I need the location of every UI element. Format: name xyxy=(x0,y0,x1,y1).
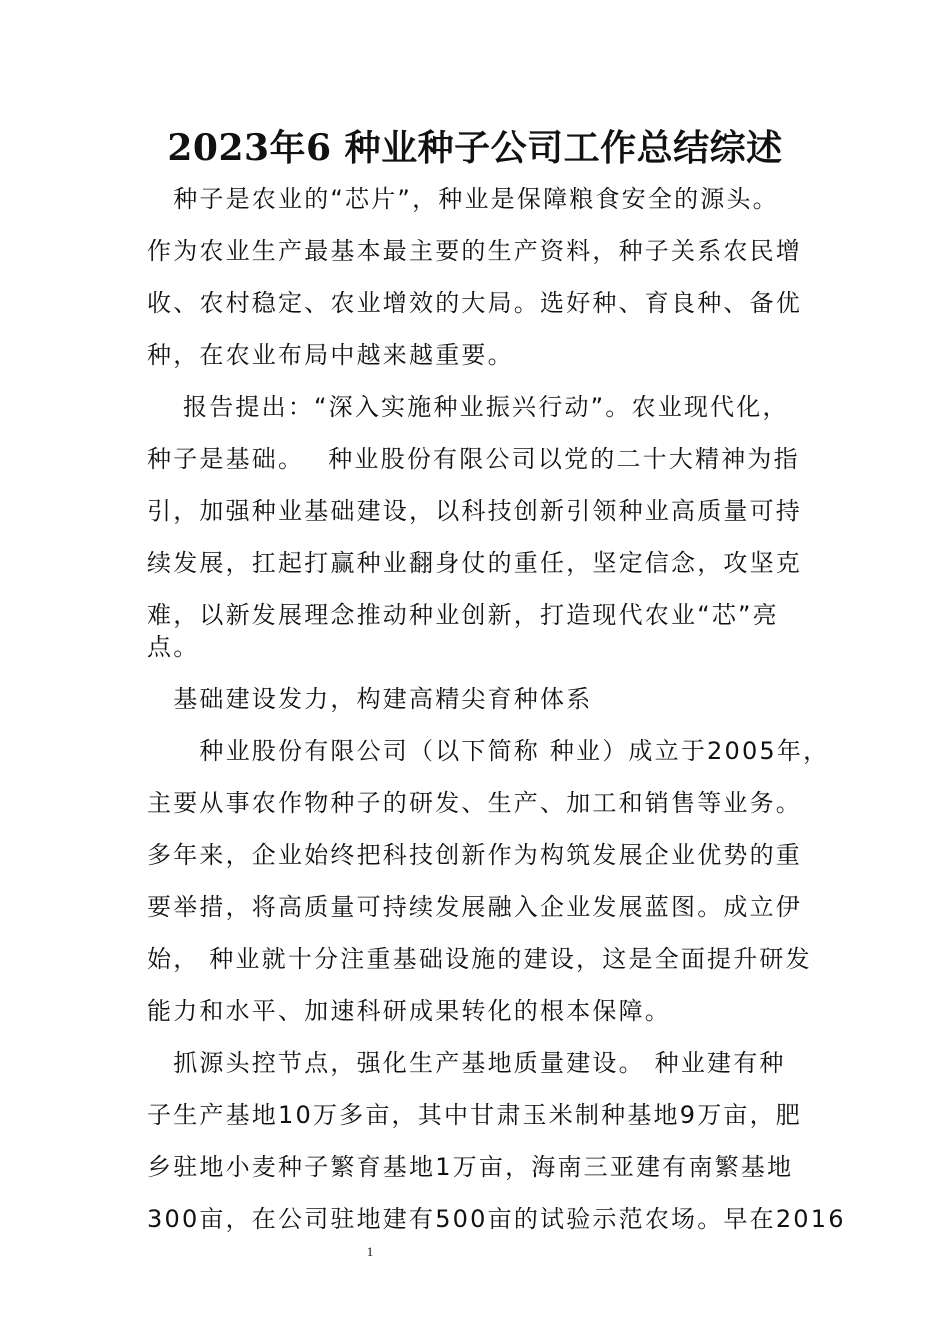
paragraph-line: 能力和水平、加速科研成果转化的根本保障。 xyxy=(147,997,671,1025)
paragraph-line: 作为农业生产最基本最主要的生产资料，种子关系农民增 xyxy=(147,237,802,265)
paragraph-line: 要举措，将高质量可持续发展融入企业发展蓝图。成立伊 xyxy=(147,893,802,921)
paragraph-line: 乡驻地小麦种子繁育基地1万亩，海南三亚建有南繁基地 xyxy=(147,1153,794,1181)
paragraph-line: 抓源头控节点，强化生产基地质量建设。 种业建有种 xyxy=(147,1049,786,1077)
paragraph-line: 子生产基地10万多亩，其中甘肃玉米制种基地9万亩，肥 xyxy=(147,1101,803,1129)
paragraph-line: 种业股份有限公司（以下简称 种业）成立于2005年， xyxy=(147,737,830,765)
paragraph-line: 始， 种业就十分注重基础设施的建设，这是全面提升研发 xyxy=(147,945,812,973)
paragraph-line: 多年来，企业始终把科技创新作为构筑发展企业优势的重 xyxy=(147,841,802,869)
document-title: 2023年6 种业种子公司工作总结综述 xyxy=(167,127,783,169)
paragraph-line: 种子是农业的“芯片”，种业是保障粮食安全的源头。 xyxy=(147,185,779,213)
paragraph-line: 报告提出：“深入实施种业振兴行动”。农业现代化， xyxy=(147,393,789,421)
paragraph-line: 种，在农业布局中越来越重要。 xyxy=(147,341,514,369)
paragraph-line: 主要从事农作物种子的研发、生产、加工和销售等业务。 xyxy=(147,789,802,817)
paragraph-line: 引，加强种业基础建设，以科技创新引领种业高质量可持 xyxy=(147,497,802,525)
paragraph-line: 难，以新发展理念推动种业创新，打造现代农业“芯”亮 xyxy=(147,601,779,629)
paragraph-line: 点。 xyxy=(147,633,200,661)
page-number: 1 xyxy=(366,1244,374,1259)
paragraph-line: 种子是基础。 种业股份有限公司以党的二十大精神为指 xyxy=(147,445,800,473)
paragraph-line: 续发展，扛起打赢种业翻身仗的重任，坚定信念，攻坚克 xyxy=(147,549,802,577)
section-heading: 基础建设发力，构建高精尖育种体系 xyxy=(147,685,593,713)
paragraph-line: 收、农村稳定、农业增效的大局。选好种、育良种、备优 xyxy=(147,289,802,317)
paragraph-line: 300亩，在公司驻地建有500亩的试验示范农场。早在2016 xyxy=(147,1205,846,1233)
